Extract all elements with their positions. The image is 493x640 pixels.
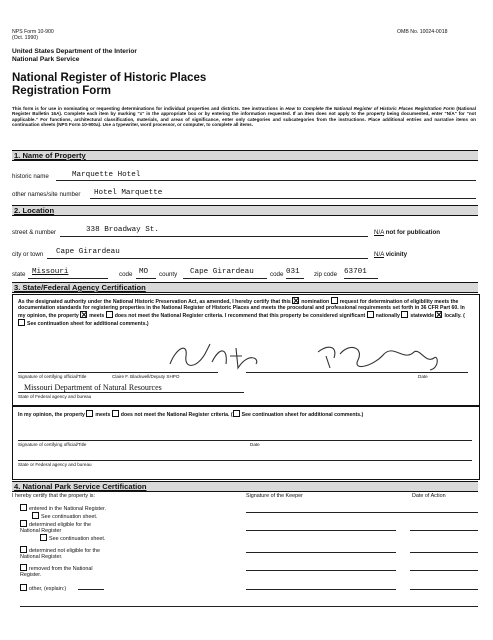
date2-label: Date (250, 442, 260, 447)
section-3-header (12, 282, 478, 293)
opinion-text-a: In my opinion, the property (18, 412, 85, 418)
statewide-checkbox[interactable] (401, 311, 408, 318)
nps-item-not-eligible[interactable] (20, 546, 110, 560)
form-date: (Oct. 1990) (12, 35, 38, 41)
opinion-not-meet-checkbox[interactable] (112, 410, 119, 417)
continuation-label: See continuation sheet for additional comments.) (27, 321, 149, 327)
opinion-continuation-checkbox[interactable] (233, 410, 240, 417)
opinion-meets-checkbox[interactable] (86, 410, 93, 417)
city-label: city or town (12, 251, 44, 258)
determination-checkbox[interactable] (331, 297, 338, 304)
opinion-text-b: does not meet the National Register criteria. ( (120, 412, 233, 418)
form-title-line1: National Register of Historic Places (12, 72, 207, 84)
continuation-checkbox[interactable] (18, 319, 25, 326)
zip-field[interactable]: 63701 (344, 268, 367, 276)
historic-name-label: historic name (12, 173, 49, 180)
eligible-continuation-label: See continuation sheet. (49, 536, 106, 542)
street-field[interactable]: 338 Broadway St. (86, 226, 159, 234)
historic-name-field[interactable]: Marquette Hotel (72, 171, 141, 179)
department-name: United States Department of the Interior (12, 48, 137, 55)
section-1-header (12, 150, 478, 161)
locally-checkbox[interactable] (435, 311, 442, 318)
agency2-label: State or Federal agency and bureau (18, 462, 92, 467)
signer-name: Claire F. Blackwell/Deputy SHPO (112, 374, 180, 379)
state-code-label: code (119, 271, 133, 278)
omb-number: OMB No. 10024-0018 (397, 29, 448, 35)
county-code-label: code (270, 271, 284, 278)
not-for-publication[interactable] (374, 229, 440, 236)
service-name: National Park Service (12, 56, 80, 63)
county-label: county (159, 271, 178, 278)
nps-item-other[interactable] (20, 584, 66, 592)
not-eligible-label: determined not eligible for the National Register. (20, 548, 101, 560)
other-checkbox[interactable] (20, 584, 27, 591)
section-4-header (12, 481, 478, 492)
cert-text-c: request for determination of eligibility meets the documentation standards for registering properties in the National Register of Historic Places and meets the procedural and professional requirements set forth in 36 CFR Part 60. In my opinion, the property (18, 299, 465, 319)
instructions-text-a: This form is for use in nominating or requesting determinations for individual properties and districts. See instructions in (12, 106, 286, 111)
section-2-header (12, 205, 478, 216)
eligible-continuation-checkbox[interactable] (40, 534, 47, 541)
zip-label: zip code (314, 271, 338, 278)
keeper-label: Signature of the Keeper (246, 493, 303, 499)
opinion-meets-label: meets (95, 412, 111, 418)
state-code-field[interactable]: MO (139, 268, 149, 276)
locally-label: locally. ( (444, 313, 465, 319)
removed-label: removed from the National Register. (20, 566, 93, 578)
other-names-label: other names/site number (12, 191, 81, 198)
meets-label: meets (89, 313, 105, 319)
opinion-statement (18, 410, 472, 418)
vicinity-mark: N/A (374, 251, 384, 258)
does-not-meet-checkbox[interactable] (106, 311, 113, 318)
meets-checkbox[interactable] (80, 311, 87, 318)
date-label: Date (418, 374, 428, 379)
other-label: other, (explain:) (29, 586, 67, 592)
signature-label: Signature of certifying official/Title (18, 374, 87, 379)
cert-text-b: nomination (301, 299, 330, 305)
signature2-label: Signature of certifying official/Title (18, 442, 87, 447)
instructions-paragraph (12, 106, 476, 128)
other-names-field[interactable]: Hotel Marquette (94, 189, 163, 197)
city-field[interactable]: Cape Girardeau (56, 248, 120, 256)
county-field[interactable]: Cape Girardeau (190, 268, 254, 276)
entered-checkbox[interactable] (20, 504, 27, 511)
cert-text-a: As the designated authority under the National Historic Preservation Act, as amended, I hereby certify that this (18, 299, 291, 305)
date-of-action-label: Date of Action (412, 493, 446, 499)
eligible-checkbox[interactable] (20, 520, 27, 527)
instructions-text-b: (National Register Bulletin 16A). Complete each item by marking "x" in the appropriate box or by entering the information requested. If an item does not apply to the property being documented, enter "N/A" for "not applicable." For functions, architectural classification, materials, and areas of significance, enter only categories and subcategories from the instructions. Place additional entries and narrative items on continuation sheets (NPS Form 10-900a). Use a typewriter, word processor, or computer, to complete all items. (12, 106, 477, 128)
state-label: state (12, 271, 26, 278)
agency-field[interactable]: Missouri Department of Natural Resources (24, 383, 162, 392)
form-number: NPS Form 10-900 (12, 29, 54, 35)
eligible-label: determined eligible for the National Register (20, 522, 92, 534)
nationally-checkbox[interactable] (367, 311, 374, 318)
removed-checkbox[interactable] (20, 564, 27, 571)
nps-item-eligible[interactable] (20, 520, 110, 542)
form-title-line2: Registration Form (12, 85, 112, 97)
section-2-title: 2. Location (14, 206, 55, 215)
nps-item-entered[interactable] (20, 504, 140, 520)
nationally-label: nationally (375, 313, 400, 319)
instructions-italic: How to Complete the National Register of Historic Places Registration Form (285, 106, 455, 111)
vicinity-label: vicinity (385, 251, 408, 258)
certify-statement: I hereby certify that the property is: (12, 493, 95, 499)
npub-label: not for publication (385, 229, 441, 236)
entered-label: entered in the National Register. (29, 506, 107, 512)
not-eligible-checkbox[interactable] (20, 546, 27, 553)
nomination-checkbox[interactable] (292, 297, 299, 304)
agency-label: State of Federal agency and bureau (18, 394, 92, 399)
cert-text-d: does not meet the National Register criteria. I recommend that this property be considered significant (114, 313, 366, 319)
certification-statement (18, 297, 472, 327)
entered-continuation-checkbox[interactable] (32, 512, 39, 519)
npub-mark: N/A (374, 229, 384, 236)
statewide-label: statewide (410, 313, 434, 319)
entered-continuation-label: See continuation sheet. (41, 514, 98, 520)
section-4-title: 4. National Park Service Certification (14, 482, 147, 491)
state-field[interactable]: Missouri (32, 268, 69, 276)
section-1-title: 1. Name of Property (14, 151, 86, 160)
street-label: street & number (12, 229, 57, 236)
section-3-title: 3. State/Federal Agency Certification (14, 283, 146, 292)
handwritten-signature (168, 338, 468, 374)
county-code-field[interactable]: 031 (286, 268, 300, 276)
nps-item-removed[interactable] (20, 564, 100, 578)
vicinity[interactable] (374, 251, 407, 258)
opinion-text-c: See continuation sheet for additional comments.) (241, 412, 364, 418)
